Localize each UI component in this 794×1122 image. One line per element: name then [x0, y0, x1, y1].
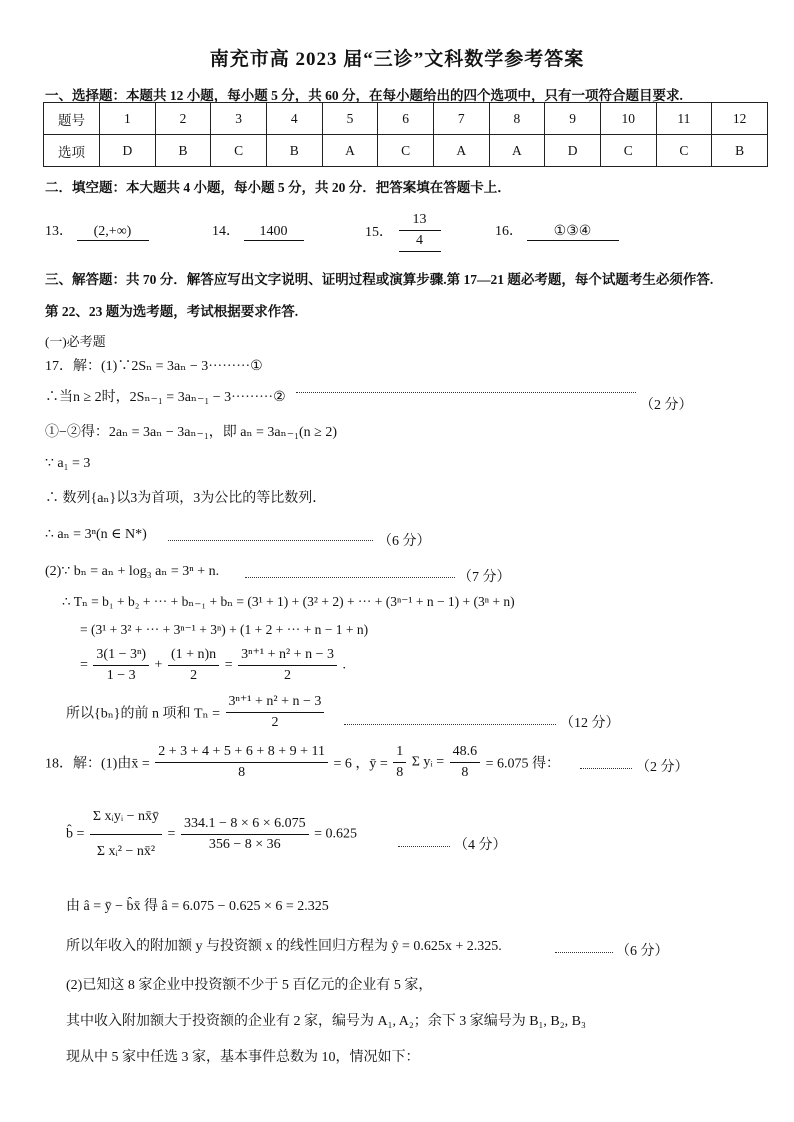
answer-table: [43, 102, 768, 167]
q18-line-2: b̂ = $\frac{\text{Σ xᵢyᵢ − nx̄ȳ}}{\text{Σ xᵢ² − nx̄²}}$ = $\frac{334.1 - 8 \times 6 \times 6.075}{356 - 8 \times 36}$ = 0.625: [66, 800, 357, 869]
fraction: [238, 645, 337, 686]
numerator: 334.1 − 8 × 6 × 6.075: [181, 814, 309, 835]
table-row-answers: [44, 135, 768, 167]
dotted-leader: [580, 768, 632, 769]
question-number: 11: [656, 103, 712, 135]
question-number: 4: [266, 103, 322, 135]
numerator: Σ xᵢyᵢ − nx̄ȳ: [90, 800, 162, 835]
table-row-question-numbers: [44, 103, 768, 135]
answer-blank: (2,+∞): [77, 224, 149, 241]
numerator: 3ⁿ⁺¹ + n² + n − 3: [238, 645, 337, 666]
fraction: [155, 742, 328, 783]
dotted-leader: [296, 392, 636, 393]
row-label-question: 题号: [44, 103, 100, 135]
question-label: 15．: [365, 225, 393, 240]
answer-cell: D: [100, 135, 156, 167]
text: = 6 ，ȳ =: [333, 756, 388, 772]
fraction: [168, 645, 219, 686]
section-heading-solve: 三、解答题：共 70 分．解答应写出文字说明、证明过程或演算步骤.第 17—21 题必考题，每个试题考生必须作答.: [45, 272, 714, 287]
sum-statement: 所以{bₙ}的前 n 项和 Tₙ =: [66, 706, 220, 722]
q17-line-1: 17．解：(1)∵2Sₙ = 3aₙ − 3·········①: [45, 359, 263, 374]
q18-line-6: 其中收入附加额大于投资额的企业有 2 家，编号为 A₁, A₂；余下 3 家编号为 B₁, B₂, B₃: [66, 1014, 586, 1029]
score-mark: （2 分）: [636, 760, 689, 775]
section-heading-choice: 一、选择题：本题共 12 小题，每小题 5 分，共 60 分，在每小题给出的四个选项中，只有一项符合题目要求.: [45, 88, 683, 103]
fraction: [450, 742, 481, 783]
denominator: 8: [461, 765, 469, 780]
text: b̂ =: [66, 826, 85, 842]
numerator: 13: [399, 210, 441, 231]
question-number: 10: [600, 103, 656, 135]
numerator: 48.6: [450, 742, 481, 763]
score-mark: （6 分）: [378, 534, 431, 549]
answer-blank: ①③④: [527, 223, 619, 241]
fraction: [181, 814, 309, 855]
answer-cell: A: [433, 135, 489, 167]
denominator: 2: [284, 668, 292, 683]
question-number: 5: [322, 103, 378, 135]
q17-line-2: ∴当n ≥ 2时，2Sₙ₋₁ = 3aₙ₋₁ − 3·········②: [45, 390, 286, 405]
question-number: 6: [378, 103, 434, 135]
denominator: 2: [190, 668, 198, 683]
q17-line-6: ∴ aₙ = 3ⁿ(n ∈ N*): [45, 527, 147, 542]
fill-answer-16: [495, 220, 619, 241]
dotted-leader: [344, 724, 556, 725]
fill-answer-15: [365, 210, 443, 252]
section-heading-solve-2: 第 22、23 题为选考题，考试根据要求作答.: [45, 304, 299, 319]
denominator: 1 − 3: [106, 668, 136, 683]
dotted-leader: [245, 577, 455, 578]
dotted-leader: [168, 540, 373, 541]
fraction: [226, 692, 325, 733]
q17-line-4: ∵ a₁ = 3: [45, 456, 91, 471]
numerator: 1: [393, 742, 406, 763]
text: 18．解：(1)由x̄ =: [45, 756, 150, 772]
score-mark: （2 分）: [640, 398, 693, 413]
q18-line-4: 所以年收入的附加额 y 与投资额 x 的线性回归方程为 ŷ = 0.625x + 2.325.: [66, 939, 502, 954]
question-number: 2: [155, 103, 211, 135]
answer-cell: C: [211, 135, 267, 167]
question-number: 9: [545, 103, 601, 135]
question-number: 7: [433, 103, 489, 135]
page-title: 南充市高 2023 届“三诊”文科数学参考答案: [209, 49, 585, 70]
q17-line-7: (2)∵ bₙ = aₙ + log₃ aₙ = 3ⁿ + n.: [45, 564, 220, 579]
q17-line-11: [66, 692, 326, 733]
q18-line-7: 现从中 5 家中任选 3 家，基本事件总数为 10，情况如下：: [66, 1050, 420, 1065]
question-label: 16．: [495, 224, 523, 239]
q17-line-10: = $\frac{\text{3(1 − 3ⁿ)}}{1 - 3}$ + $\frac{(1 + n)n}{2}$ = $\frac{\text{3ⁿ⁺¹ + n² + n − 3}}{2}$ .: [80, 645, 346, 686]
score-mark: （12 分）: [560, 716, 620, 731]
answer-cell: B: [712, 135, 768, 167]
q17-line-8: ∴ Tₙ = b₁ + b₂ + ··· + bₙ₋₁ + bₙ = (3¹ + 1) + (3² + 2) + ··· + (3ⁿ⁻¹ + n − 1) + (3ⁿ + n): [62, 594, 515, 609]
fraction: [93, 645, 149, 686]
numerator: (1 + n)n: [168, 645, 219, 666]
answer-blank: 1400: [244, 224, 304, 241]
answer-cell: B: [266, 135, 322, 167]
answer-cell: C: [600, 135, 656, 167]
numerator: 3(1 − 3ⁿ): [93, 645, 149, 666]
question-label: 14．: [212, 224, 240, 239]
denominator: 8: [238, 765, 246, 780]
answer-cell: B: [155, 135, 211, 167]
denominator: 2: [271, 715, 279, 730]
answer-cell: C: [656, 135, 712, 167]
text: = 0.625: [314, 826, 358, 842]
fill-answer-14: [212, 220, 304, 241]
numerator: 3ⁿ⁺¹ + n² + n − 3: [226, 692, 325, 713]
numerator: 2 + 3 + 4 + 5 + 6 + 8 + 9 + 11: [155, 742, 328, 763]
q18-line-1: [45, 742, 560, 783]
answer-cell: A: [489, 135, 545, 167]
q17-line-5: ∴ 数列{aₙ}以3为首项，3为公比的等比数列．: [45, 491, 327, 506]
dotted-leader: [555, 952, 613, 953]
question-number: 8: [489, 103, 545, 135]
q18-line-3: 由 â = ȳ − b̂x̄ 得 â = 6.075 − 0.625 × 6 = 2.325: [66, 899, 329, 914]
denominator: Σ xᵢ² − nx̄²: [96, 844, 156, 859]
question-number: 3: [211, 103, 267, 135]
row-label-answer: 选项: [44, 135, 100, 167]
denominator: 4: [399, 231, 441, 252]
question-number: 12: [712, 103, 768, 135]
fraction: [393, 742, 406, 783]
answer-cell: A: [322, 135, 378, 167]
fraction: [90, 800, 162, 869]
dotted-leader: [398, 846, 450, 847]
q17-line-9: = (3¹ + 3² + ··· + 3ⁿ⁻¹ + 3ⁿ) + (1 + 2 + ··· + n − 1 + n): [80, 622, 369, 637]
required-label: (一)必考题: [45, 334, 106, 349]
question-label: 13．: [45, 224, 73, 239]
fill-answer-13: [45, 220, 149, 241]
question-number: 1: [100, 103, 156, 135]
text: = 6.075 得：: [485, 756, 561, 772]
score-mark: （6 分）: [616, 944, 669, 959]
denominator: 8: [396, 765, 404, 780]
section-heading-fill: 二．填空题：本大题共 4 小题，每小题 5 分，共 20 分．把答案填在答题卡上．: [45, 180, 511, 195]
text: Σ yᵢ =: [411, 754, 445, 770]
q18-line-5: (2)已知这 8 家企业中投资额不少于 5 百亿元的企业有 5 家，: [66, 978, 433, 993]
answer-cell: D: [545, 135, 601, 167]
score-mark: （4 分）: [454, 838, 507, 853]
answer-fraction: [399, 210, 441, 252]
answer-cell: C: [378, 135, 434, 167]
denominator: 356 − 8 × 36: [208, 837, 281, 852]
score-mark: （7 分）: [458, 570, 511, 585]
q17-line-3: ①−②得：2aₙ = 3aₙ − 3aₙ₋₁，即 aₙ = 3aₙ₋₁(n ≥ 2): [45, 425, 337, 440]
